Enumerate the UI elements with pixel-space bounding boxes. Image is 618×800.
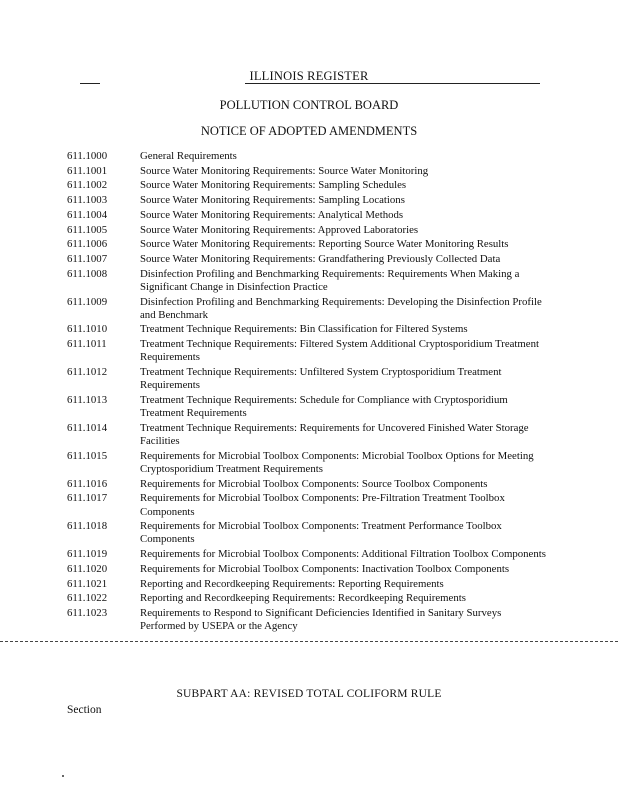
section-number: 611.1013 xyxy=(67,393,108,406)
section-number: 611.1001 xyxy=(67,164,108,177)
section-number: 611.1002 xyxy=(67,179,108,192)
section-title: Requirements for Microbial Toolbox Components: Pre-Filtration Treatment Toolbox Components xyxy=(140,492,505,518)
section-row xyxy=(67,548,547,561)
scan-speck xyxy=(62,775,64,777)
section-number: 611.1017 xyxy=(67,492,108,505)
section-title: Reporting and Recordkeeping Requirements: Reporting Requirements xyxy=(140,577,444,590)
section-row xyxy=(67,394,547,420)
section-title: General Requirements xyxy=(140,150,237,162)
section-number: 611.1014 xyxy=(67,421,108,434)
section-number: 611.1022 xyxy=(67,592,108,605)
section-number: 611.1006 xyxy=(67,238,108,251)
section-row xyxy=(67,450,547,476)
section-row xyxy=(67,253,547,266)
section-row xyxy=(67,338,547,364)
section-row xyxy=(67,238,547,251)
subpart-heading: SUBPART AA: REVISED TOTAL COLIFORM RULE xyxy=(176,688,442,700)
section-column-label: Section xyxy=(67,704,102,716)
section-row xyxy=(67,563,547,576)
notice-title: NOTICE OF ADOPTED AMENDMENTS xyxy=(200,124,418,138)
section-row xyxy=(67,209,547,222)
section-row xyxy=(67,478,547,491)
section-row xyxy=(67,150,547,163)
section-title: Source Water Monitoring Requirements: Sampling Locations xyxy=(140,194,405,207)
section-number: 611.1004 xyxy=(67,208,108,221)
section-list xyxy=(67,150,547,635)
section-number: 611.1010 xyxy=(67,323,108,336)
section-number: 611.1019 xyxy=(67,548,108,561)
section-row xyxy=(67,520,547,546)
section-title: Requirements for Microbial Toolbox Components: Source Toolbox Components xyxy=(140,477,488,490)
section-title: Treatment Technique Requirements: Requirements for Uncovered Finished Water Storage Facilities xyxy=(140,421,529,448)
section-title: Requirements for Microbial Toolbox Components: Additional Filtration Toolbox Components xyxy=(140,548,546,561)
section-title: Source Water Monitoring Requirements: Reporting Source Water Monitoring Results xyxy=(140,238,509,251)
section-number: 611.1020 xyxy=(67,562,108,575)
section-row xyxy=(67,592,547,605)
section-row xyxy=(67,422,547,448)
section-row xyxy=(67,323,547,336)
section-number: 611.1018 xyxy=(67,520,108,533)
section-number: 611.1015 xyxy=(67,449,108,462)
register-title: ILLINOIS REGISTER xyxy=(249,69,369,83)
section-title: Requirements for Microbial Toolbox Components: Treatment Performance Toolbox Components xyxy=(140,520,502,546)
board-name: POLLUTION CONTROL BOARD xyxy=(219,98,399,112)
section-number: 611.1009 xyxy=(67,295,108,308)
section-title: Treatment Technique Requirements: Unfiltered System Cryptosporidium Treatment Requirements xyxy=(140,366,502,392)
section-row xyxy=(67,492,547,518)
section-title: Source Water Monitoring Requirements: Grandfathering Previously Collected Data xyxy=(140,252,501,265)
section-row xyxy=(67,366,547,392)
section-number: 611.1011 xyxy=(67,338,107,351)
section-number: 611.1021 xyxy=(67,577,108,590)
section-row xyxy=(67,165,547,178)
section-number: 611.1012 xyxy=(67,366,108,379)
section-number: 611.1000 xyxy=(67,150,108,162)
section-number: 611.1005 xyxy=(67,223,108,236)
page-break-line xyxy=(0,641,618,642)
section-row xyxy=(67,268,547,294)
section-row xyxy=(67,194,547,207)
section-number: 611.1023 xyxy=(67,607,108,619)
section-number: 611.1008 xyxy=(67,267,108,280)
section-row xyxy=(67,179,547,192)
section-number: 611.1007 xyxy=(67,252,108,265)
section-number: 611.1016 xyxy=(67,477,108,490)
section-title: Disinfection Profiling and Benchmarking Requirements: Developing the Disinfection Profile and Benchmark xyxy=(140,295,542,321)
section-title: Source Water Monitoring Requirements: Source Water Monitoring xyxy=(140,164,429,177)
section-number: 611.1003 xyxy=(67,194,108,207)
section-title: Source Water Monitoring Requirements: Approved Laboratories xyxy=(140,223,419,236)
row-gap xyxy=(67,633,547,635)
section-title: Source Water Monitoring Requirements: Sampling Schedules xyxy=(140,179,407,192)
section-title: Treatment Technique Requirements: Bin Classification for Filtered Systems xyxy=(140,323,468,336)
section-title: Requirements to Respond to Significant Deficiencies Identified in Sanitary Surveys Performed by USEPA or the Agency xyxy=(140,607,502,633)
section-title: Treatment Technique Requirements: Filtered System Additional Cryptosporidium Treatment Requirements xyxy=(140,338,539,364)
section-title: Requirements for Microbial Toolbox Components: Inactivation Toolbox Components xyxy=(140,562,510,575)
section-row xyxy=(67,224,547,237)
section-title: Requirements for Microbial Toolbox Components: Microbial Toolbox Options for Meeting Cryptosporidium Treatment Requirements xyxy=(140,449,534,475)
section-row xyxy=(67,296,547,322)
section-row xyxy=(67,607,547,633)
section-title: Source Water Monitoring Requirements: Analytical Methods xyxy=(140,208,404,221)
section-title: Disinfection Profiling and Benchmarking Requirements: Requirements When Making a Significant Change in Disinfection Practice xyxy=(140,267,520,293)
section-title: Reporting and Recordkeeping Requirements: Recordkeeping Requirements xyxy=(140,592,466,605)
section-row xyxy=(67,578,547,591)
section-title: Treatment Technique Requirements: Schedule for Compliance with Cryptosporidium Treatment Requirements xyxy=(140,393,508,420)
